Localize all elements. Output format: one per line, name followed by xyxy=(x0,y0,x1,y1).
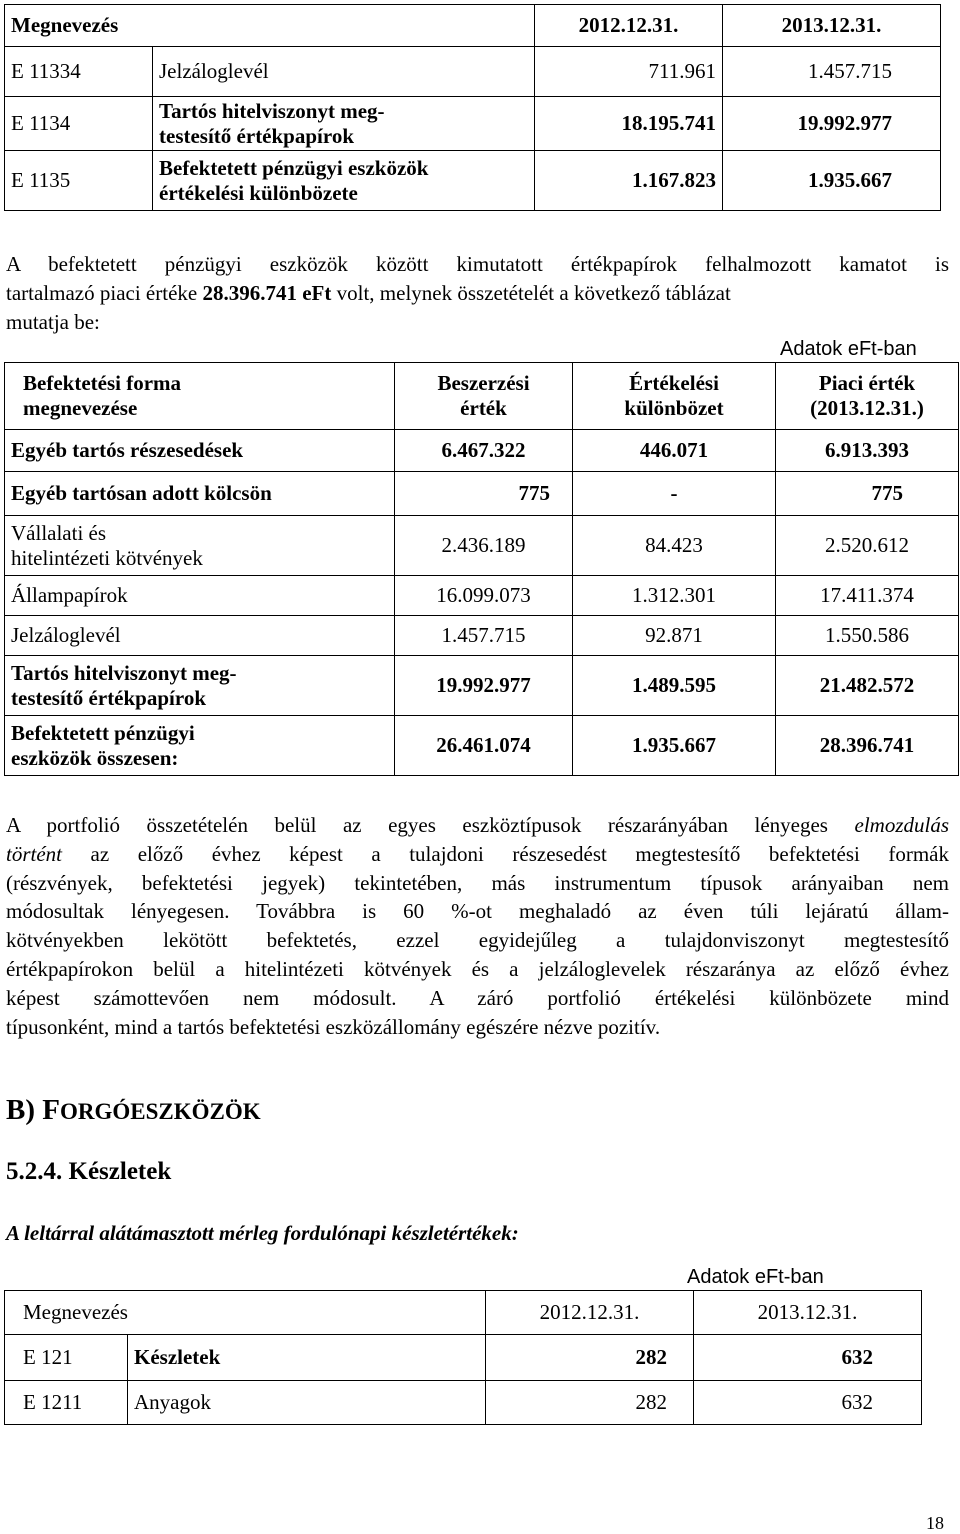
paragraph-text-a: tartalmazó piaci értéke xyxy=(6,280,203,305)
row-valuation: - xyxy=(573,472,776,516)
header-market-line1: Piaci érték xyxy=(818,371,916,395)
row-name-line2: értékelési különbözete xyxy=(159,180,358,205)
row-code: E 1134 xyxy=(5,97,153,151)
row-code: E 1135 xyxy=(5,151,153,211)
header-name: Megnevezés xyxy=(5,5,535,47)
row-code: E 11334 xyxy=(5,47,153,97)
row-market: 21.482.572 xyxy=(776,656,959,716)
header-2013: 2013.12.31. xyxy=(723,5,941,47)
row-label-line1: Vállalati és xyxy=(11,520,107,545)
paragraph-line: típusonként, mind a tartós befektetési eszközállomány egészére nézve pozitív. xyxy=(6,1014,661,1039)
row-code: E 1211 xyxy=(5,1381,128,1425)
table-header-row xyxy=(5,5,941,47)
row-label: Egyéb tartósan adott kölcsön xyxy=(5,472,395,516)
row-name-line2: testesítő értékpapírok xyxy=(159,123,354,148)
row-value-2012: 1.167.823 xyxy=(535,151,723,211)
row-code: E 121 xyxy=(5,1335,128,1381)
paragraph-line xyxy=(6,811,949,840)
paragraph-highlight-value: 28.396.741 eFt xyxy=(202,280,332,305)
row-name xyxy=(153,151,535,211)
row-valuation: 1.489.595 xyxy=(573,656,776,716)
paragraph-line xyxy=(6,279,949,308)
table-header-row xyxy=(5,1291,922,1335)
row-name-line1: Befektetett pénzügyi eszközök xyxy=(159,155,429,180)
paragraph-line: értékpapírokon belül a hitelintézeti kötvények és a jelzáloglevelek részaránya az előző évhez xyxy=(6,956,949,981)
table-row xyxy=(5,430,959,472)
row-acquisition: 1.457.715 xyxy=(395,616,573,656)
row-name: Jelzáloglevél xyxy=(153,47,535,97)
row-name: Anyagok xyxy=(128,1381,486,1425)
row-label-line2: eszközök összesen: xyxy=(11,745,179,770)
header-valuation xyxy=(573,363,776,430)
row-name-line1: Tartós hitelviszonyt meg- xyxy=(159,98,385,123)
table-row xyxy=(5,1381,922,1425)
header-acquisition-line1: Beszerzési xyxy=(437,371,530,395)
header-valuation-line2: különbözet xyxy=(624,396,724,420)
paragraph-line: módosultak lényegesen. Továbbra is 60 %-ot meghaladó az éven túli lejáratú állam- xyxy=(6,899,949,924)
table-inventory xyxy=(4,1290,922,1425)
table-row xyxy=(5,151,941,211)
row-value-2012: 282 xyxy=(486,1335,694,1381)
paragraph-market-value xyxy=(6,250,949,336)
header-2012: 2012.12.31. xyxy=(535,5,723,47)
row-label-line1: Tartós hitelviszonyt meg- xyxy=(11,660,237,685)
row-label-line1: Befektetett pénzügyi xyxy=(11,720,195,745)
row-market: 775 xyxy=(776,472,959,516)
row-label: Egyéb tartós részesedések xyxy=(5,430,395,472)
paragraph-line: kötvényekben lekötött befektetés, ezzel egyidejűleg a tulajdonviszonyt megtestesítő xyxy=(6,928,949,953)
row-label: Állampapírok xyxy=(5,576,395,616)
table-row xyxy=(5,616,959,656)
table-header-row xyxy=(5,363,959,430)
row-label-line2: hitelintézeti kötvények xyxy=(11,545,203,570)
table-row xyxy=(5,1335,922,1381)
row-valuation: 84.423 xyxy=(573,516,776,576)
row-label xyxy=(5,516,395,576)
row-label: Jelzáloglevél xyxy=(5,616,395,656)
paragraph-line: mutatja be: xyxy=(6,309,100,334)
row-market: 2.520.612 xyxy=(776,516,959,576)
table-investments-summary xyxy=(4,4,941,211)
header-form xyxy=(5,363,395,430)
header-market-line2: (2013.12.31.) xyxy=(810,396,924,420)
row-acquisition: 6.467.322 xyxy=(395,430,573,472)
table-row xyxy=(5,516,959,576)
row-value-2012: 711.961 xyxy=(535,47,723,97)
row-acquisition: 2.436.189 xyxy=(395,516,573,576)
header-acquisition-line2: érték xyxy=(460,396,507,420)
paragraph-text: az előző évhez képest a tulajdoni részesedést megtestesítő befektetési formák xyxy=(62,841,949,866)
section-heading-b xyxy=(6,1094,261,1127)
row-valuation: 1.935.667 xyxy=(573,716,776,776)
header-form-line2: megnevezése xyxy=(23,396,138,420)
header-name: Megnevezés xyxy=(5,1291,486,1335)
section-heading-b-first: B) F xyxy=(6,1094,60,1126)
row-value-2013: 632 xyxy=(694,1335,922,1381)
row-acquisition: 19.992.977 xyxy=(395,656,573,716)
row-value-2013: 19.992.977 xyxy=(723,97,941,151)
row-market: 6.913.393 xyxy=(776,430,959,472)
row-name xyxy=(153,97,535,151)
paragraph-line: A befektetett pénzügyi eszközök között kimutatott értékpapírok felhalmozott kamatot is xyxy=(6,252,949,276)
row-valuation: 92.871 xyxy=(573,616,776,656)
row-value-2013: 1.935.667 xyxy=(723,151,941,211)
paragraph-text-c: volt, melynek összetételét a következő táblázat xyxy=(331,280,731,305)
row-label xyxy=(5,656,395,716)
header-valuation-line1: Értékelési xyxy=(629,371,719,395)
paragraph-line xyxy=(6,840,949,869)
row-acquisition: 16.099.073 xyxy=(395,576,573,616)
paragraph-italic: elmozdulás xyxy=(854,813,949,837)
header-2012: 2012.12.31. xyxy=(486,1291,694,1335)
paragraph-line: képest számottevően nem módosult. A záró portfolió értékelési különbözete mind xyxy=(6,985,949,1010)
paragraph-italic: történt xyxy=(6,841,62,866)
paragraph-text xyxy=(6,279,731,308)
header-2013: 2013.12.31. xyxy=(694,1291,922,1335)
subtitle-inventory: A leltárral alátámasztott mérleg fordulónapi készletértékek: xyxy=(6,1221,519,1245)
row-acquisition: 775 xyxy=(395,472,573,516)
table-row xyxy=(5,656,959,716)
header-acquisition xyxy=(395,363,573,430)
paragraph-text: A portfolió összetételén belül az egyes eszköztípusok részarányában lényeges xyxy=(6,813,855,837)
unit-note: Adatok eFt-ban xyxy=(780,338,917,360)
header-form-line1: Befektetési forma xyxy=(23,371,182,395)
row-label-line2: testesítő értékpapírok xyxy=(11,685,206,710)
table-row xyxy=(5,97,941,151)
table-row xyxy=(5,576,959,616)
row-valuation: 1.312.301 xyxy=(573,576,776,616)
table-portfolio-composition xyxy=(4,362,959,776)
row-market: 1.550.586 xyxy=(776,616,959,656)
row-market: 17.411.374 xyxy=(776,576,959,616)
table-row-total xyxy=(5,716,959,776)
table-row xyxy=(5,472,959,516)
row-valuation: 446.071 xyxy=(573,430,776,472)
row-market: 28.396.741 xyxy=(776,716,959,776)
row-value-2013: 632 xyxy=(694,1381,922,1425)
unit-note-inventory: Adatok eFt-ban xyxy=(687,1266,824,1288)
row-name: Készletek xyxy=(128,1335,486,1381)
header-market xyxy=(776,363,959,430)
paragraph-line: (részvények, befektetési jegyek) tekintetében, más instrumentum típusok arányaiban nem xyxy=(6,870,949,895)
row-value-2013: 1.457.715 xyxy=(723,47,941,97)
table-row xyxy=(5,47,941,97)
row-label xyxy=(5,716,395,776)
page-number: 18 xyxy=(926,1513,944,1533)
paragraph-portfolio xyxy=(6,811,949,1041)
row-value-2012: 18.195.741 xyxy=(535,97,723,151)
section-heading-b-rest: ORGÓESZKÖZÖK xyxy=(59,1099,261,1124)
row-acquisition: 26.461.074 xyxy=(395,716,573,776)
section-heading-524: 5.2.4. Készletek xyxy=(6,1158,172,1185)
row-value-2012: 282 xyxy=(486,1381,694,1425)
